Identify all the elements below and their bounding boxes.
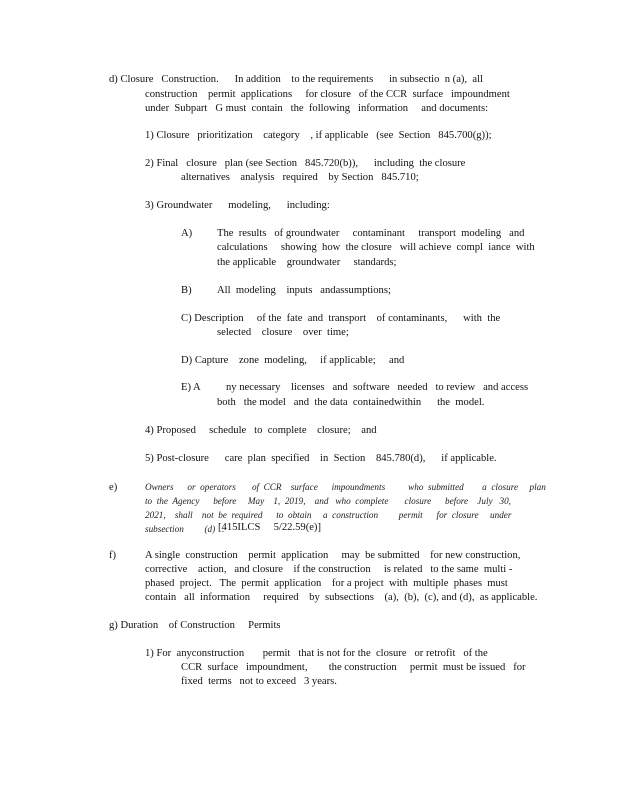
- section-e-line: subsection (d) .: [145, 524, 225, 534]
- sub-item-a: calculations showing how the closure will achieve compl iance with: [217, 242, 535, 253]
- section-f-label: f): [109, 550, 117, 561]
- sub-item-a: the applicable groundwater standards;: [217, 257, 397, 268]
- section-g-heading: g) Duration of Construction Permits: [109, 620, 281, 631]
- section-f-line: A single construction permit application may be submitted for new construction,: [145, 550, 521, 561]
- sub-item-label: A): [181, 228, 193, 239]
- sub-item-c: selected closure over time;: [217, 327, 349, 338]
- section-g-item: 1) For anyconstruction permit that is not for the closure or retrofit of the: [145, 648, 488, 659]
- section-e-line: 2021, shall not be required to obtain a construction permit for closure under: [145, 510, 512, 520]
- item-5: 5) Post-closure care plan specified in Section 845.780(d), if applicable.: [145, 453, 497, 464]
- sub-item-label: E) A: [181, 382, 201, 393]
- sub-item-label: B): [181, 285, 192, 296]
- sub-item-b: All modeling inputs andassumptions;: [217, 285, 391, 296]
- section-f-line: phased project. The permit application for a project with multiple phases must: [145, 578, 508, 589]
- item-4: 4) Proposed schedule to complete closure; and: [145, 425, 377, 436]
- section-d-line: under Subpart G must contain the following information and documents:: [145, 103, 489, 114]
- section-f-line: contain all information required by subsections (a), (b), (c), and (d), as applicable.: [145, 592, 538, 603]
- sub-item-a: The results of groundwater contaminant transport modeling and: [217, 228, 525, 239]
- sub-item-e: both the model and the data containedwithin the model.: [217, 397, 485, 408]
- item-3: 3) Groundwater modeling, including:: [145, 200, 330, 211]
- statute-citation: [415ILCS 5/22.59(e)]: [218, 522, 321, 533]
- section-e-line: Owners or operators of CCR surface impoundments who submitted a closure plan: [145, 482, 546, 492]
- item-1: 1) Closure prioritization category , if applicable (see Section 845.700(g));: [145, 130, 492, 141]
- sub-item-e: ny necessary licenses and software needed to review and access: [226, 382, 529, 393]
- sub-item-d: D) Capture zone modeling, if applicable; and: [181, 355, 405, 366]
- section-g-item: CCR surface impoundment, the construction permit must be issued for: [181, 662, 526, 673]
- item-2: alternatives analysis required by Section 845.710;: [181, 172, 419, 183]
- section-d-line: d) Closure Construction. In addition to the requirements in subsectio n (a), all: [109, 74, 483, 85]
- section-e-label: e): [109, 482, 118, 493]
- section-f-line: corrective action, and closure if the construction is related to the same multi -: [145, 564, 513, 575]
- section-d-line: construction permit applications for closure of the CCR surface impoundment: [145, 89, 510, 100]
- section-g-item: fixed terms not to exceed 3 years.: [181, 676, 337, 687]
- sub-item-c: C) Description of the fate and transport of contaminants, with the: [181, 313, 501, 324]
- item-2: 2) Final closure plan (see Section 845.720(b)), including the closure: [145, 158, 466, 169]
- section-e-line: to the Agency before May 1, 2019, and who complete closure before July 30,: [145, 496, 511, 506]
